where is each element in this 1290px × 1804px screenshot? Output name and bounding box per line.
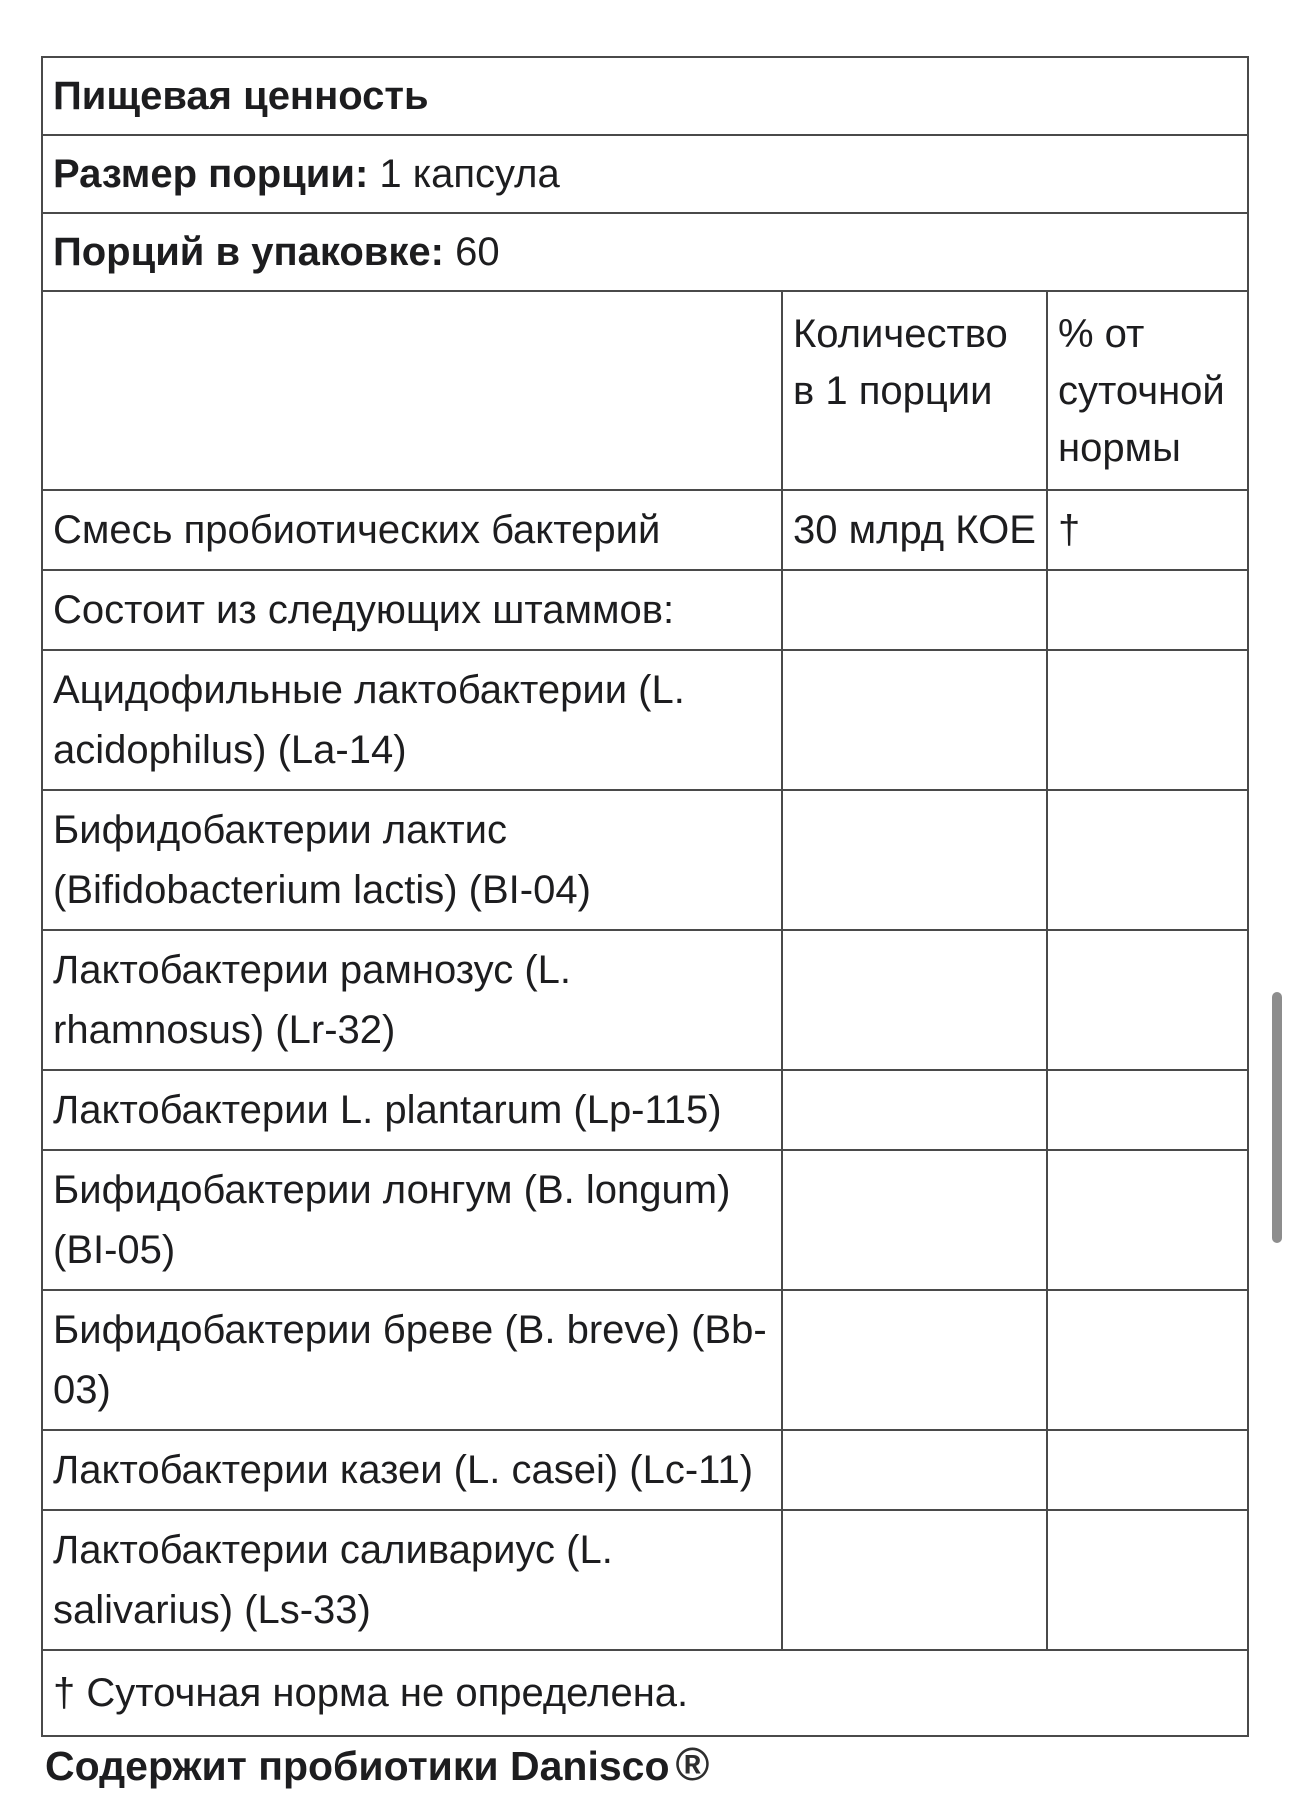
ingredient-amount bbox=[782, 790, 1047, 930]
table-row bbox=[42, 790, 1248, 930]
registered-trademark-icon: ® bbox=[675, 1738, 710, 1790]
ingredient-daily-value bbox=[1047, 650, 1248, 790]
column-header-amount: Количество в 1 порции bbox=[782, 291, 1047, 490]
servings-per-container-label: Порций в упаковке: bbox=[53, 230, 444, 274]
ingredient-amount bbox=[782, 650, 1047, 790]
table-title-row bbox=[42, 57, 1248, 135]
ingredient-daily-value bbox=[1047, 570, 1248, 650]
ingredient-name: Лактобактерии L. plantarum (Lp-115) bbox=[42, 1070, 782, 1150]
ingredient-name: Лактобактерии казеи (L. casei) (Lc-11) bbox=[42, 1430, 782, 1510]
ingredient-amount bbox=[782, 1070, 1047, 1150]
table-row bbox=[42, 1430, 1248, 1510]
ingredient-name: Ацидофильные лактобактерии (L. acidophilus) (La-14) bbox=[42, 650, 782, 790]
contains-probiotics-line bbox=[45, 1735, 709, 1795]
servings-per-container-cell bbox=[42, 213, 1248, 291]
ingredient-name: Бифидобактерии лактис (Bifidobacterium lactis) (BI-04) bbox=[42, 790, 782, 930]
ingredient-amount: 30 млрд КОЕ bbox=[782, 490, 1047, 570]
table-row bbox=[42, 1070, 1248, 1150]
serving-size-label: Размер порции: bbox=[53, 152, 369, 196]
ingredient-amount bbox=[782, 1510, 1047, 1650]
table-row bbox=[42, 650, 1248, 790]
daily-value-footnote: † Суточная норма не определена. bbox=[42, 1650, 1248, 1736]
table-row bbox=[42, 930, 1248, 1070]
ingredient-amount bbox=[782, 930, 1047, 1070]
column-header-row bbox=[42, 291, 1248, 490]
serving-size-value: 1 капсула bbox=[379, 152, 560, 196]
column-header-daily-value: % от суточной нормы bbox=[1047, 291, 1248, 490]
servings-per-container-row bbox=[42, 213, 1248, 291]
serving-size-row bbox=[42, 135, 1248, 213]
footnote-row bbox=[42, 1650, 1248, 1736]
ingredient-daily-value bbox=[1047, 1070, 1248, 1150]
table-row bbox=[42, 1150, 1248, 1290]
ingredient-daily-value bbox=[1047, 1430, 1248, 1510]
nutrition-facts-table bbox=[41, 56, 1249, 1737]
ingredient-name: Бифидобактерии лонгум (B. longum) (BI-05) bbox=[42, 1150, 782, 1290]
ingredient-name: Лактобактерии саливариус (L. salivarius) (Ls-33) bbox=[42, 1510, 782, 1650]
ingredient-amount bbox=[782, 1430, 1047, 1510]
table-title-text: Пищевая ценность bbox=[53, 74, 429, 118]
scrollbar-thumb[interactable] bbox=[1272, 992, 1282, 1243]
contains-probiotics-text: Содержит пробиотики Danisco bbox=[45, 1743, 670, 1789]
table-row bbox=[42, 1290, 1248, 1430]
ingredient-amount bbox=[782, 1290, 1047, 1430]
ingredient-name: Лактобактерии рамнозус (L. rhamnosus) (Lr-32) bbox=[42, 930, 782, 1070]
ingredient-daily-value bbox=[1047, 1290, 1248, 1430]
table-row bbox=[42, 490, 1248, 570]
servings-per-container-value: 60 bbox=[455, 230, 500, 274]
ingredient-name: Смесь пробиотических бактерий bbox=[42, 490, 782, 570]
table-row bbox=[42, 570, 1248, 650]
ingredient-daily-value bbox=[1047, 1150, 1248, 1290]
serving-size-cell bbox=[42, 135, 1248, 213]
ingredient-daily-value bbox=[1047, 930, 1248, 1070]
ingredient-daily-value: † bbox=[1047, 490, 1248, 570]
table-row bbox=[42, 1510, 1248, 1650]
ingredient-name: Состоит из следующих штаммов: bbox=[42, 570, 782, 650]
ingredient-amount bbox=[782, 1150, 1047, 1290]
table-title bbox=[42, 57, 1248, 135]
ingredient-name: Бифидобактерии бреве (B. breve) (Bb-03) bbox=[42, 1290, 782, 1430]
table-corner-cell bbox=[42, 291, 782, 490]
ingredient-daily-value bbox=[1047, 790, 1248, 930]
ingredient-daily-value bbox=[1047, 1510, 1248, 1650]
ingredient-amount bbox=[782, 570, 1047, 650]
